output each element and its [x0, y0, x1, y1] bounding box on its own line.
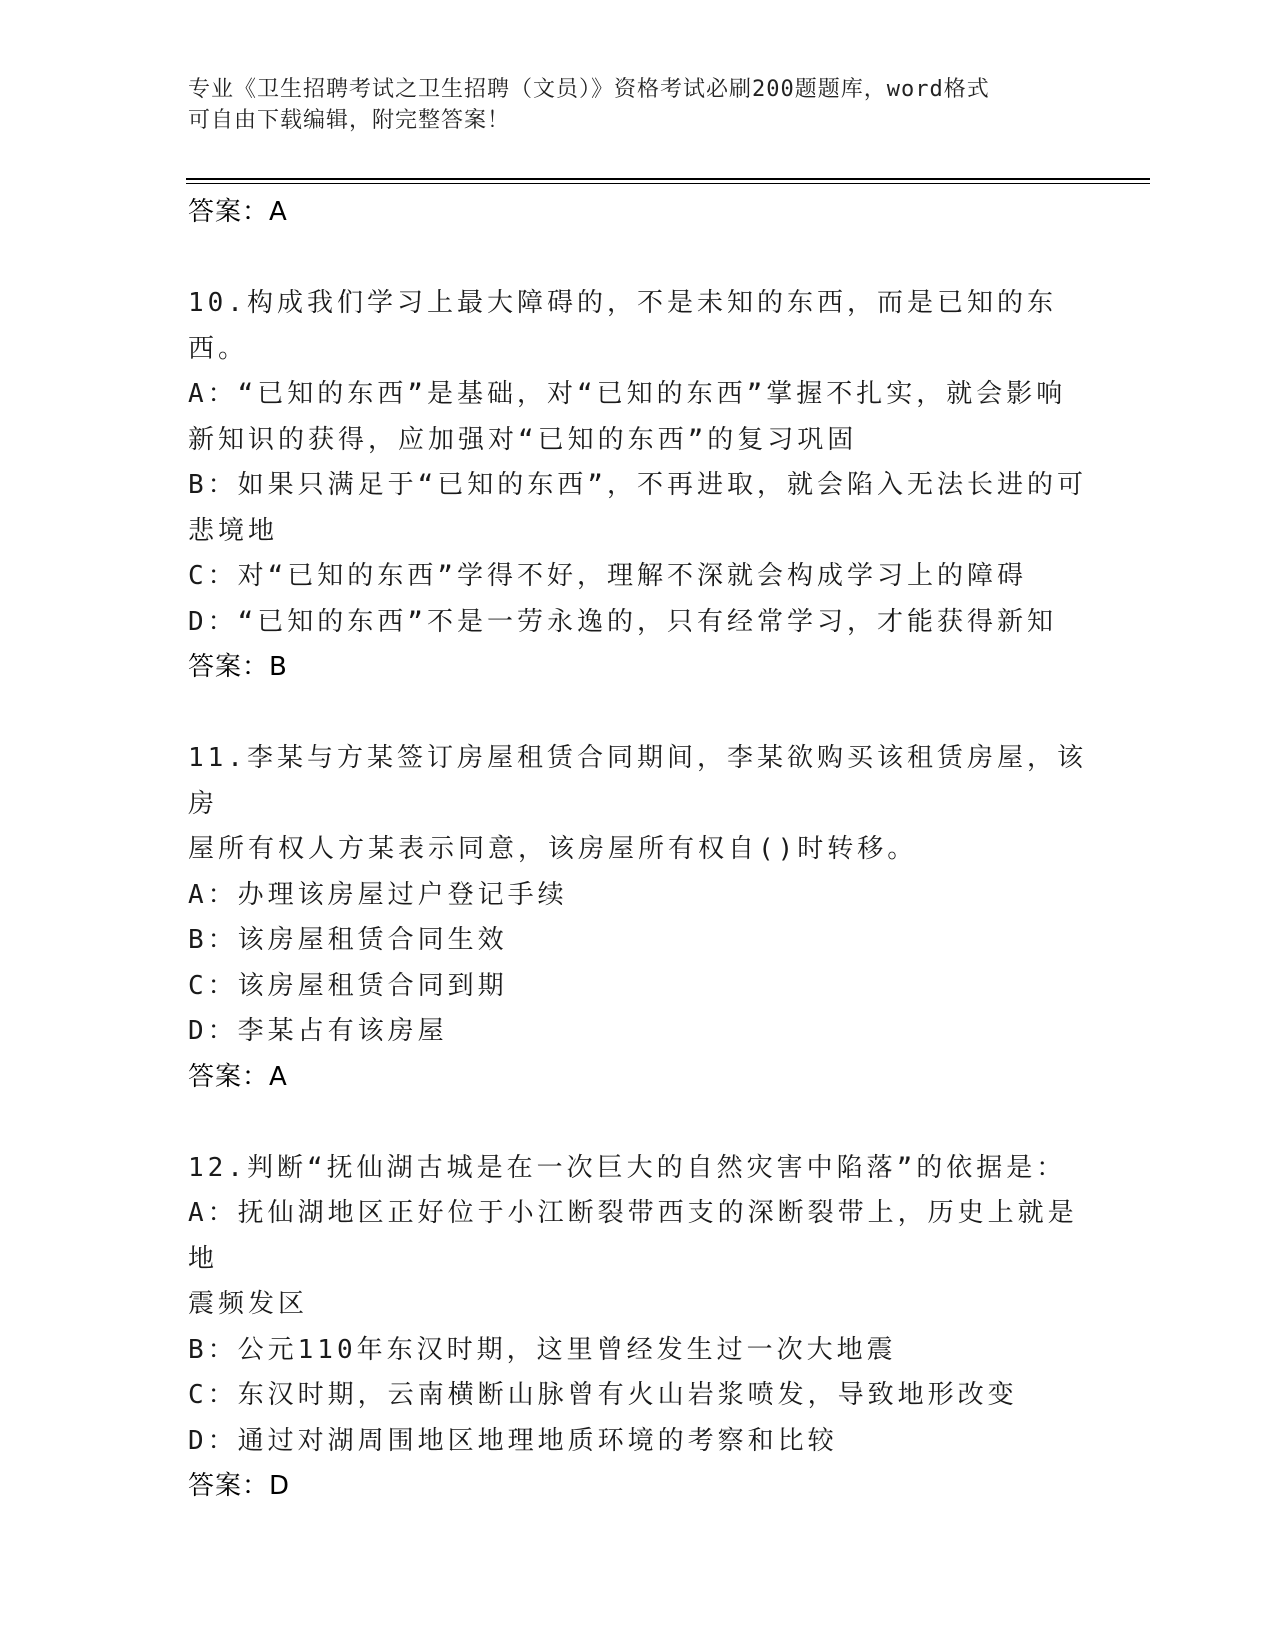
question-stem: 屋所有权人方某表示同意，该房屋所有权自()时转移。	[188, 834, 918, 864]
option-line: B：公元110年东汉时期，这里曾经发生过一次大地震	[188, 1334, 897, 1365]
option-line: 震频发区	[188, 1289, 309, 1319]
spacer	[188, 691, 1088, 737]
answer-label: 答案：D	[188, 1471, 291, 1501]
option-line: 新知识的获得，应加强对“已知的东西”的复习巩固	[188, 424, 858, 455]
option-line: A：办理该房屋过户登记手续	[188, 879, 568, 910]
option-line: D：李某占有该房屋	[188, 1016, 448, 1046]
header-rule-thin	[186, 183, 1150, 184]
option-line: D：通过对湖周围地区地理地质环境的考察和比较	[188, 1425, 838, 1456]
question-stem: 10.构成我们学习上最大障碍的，不是未知的东西，而是已知的东西。	[188, 288, 1057, 364]
option-line: D：“已知的东西”不是一劳永逸的，只有经常学习，才能获得新知	[188, 606, 1057, 637]
spacer	[188, 236, 1088, 282]
option-line: B：如果只满足于“已知的东西”，不再进取，就会陷入无法长进的可	[188, 470, 1087, 500]
header-rule-thick	[186, 178, 1150, 180]
option-line: A：“已知的东西”是基础，对“已知的东西”掌握不扎实，就会影响	[188, 379, 1067, 409]
answer-label: 答案：A	[188, 1061, 288, 1092]
option-line: C：东汉时期，云南横断山脉曾有火山岩浆喷发，导致地形改变	[188, 1380, 1018, 1410]
question-block	[188, 1146, 1088, 1510]
option-line: 悲境地	[188, 515, 279, 546]
spacer	[188, 1100, 1088, 1146]
header-line-2: 可自由下载编辑，附完整答案！	[188, 108, 511, 133]
option-line: C：该房屋租赁合同到期	[188, 970, 508, 1001]
answer-label: 答案：A	[188, 197, 288, 227]
header-line-1: 专业《卫生招聘考试之卫生招聘（文员）》资格考试必刷200题题库，word格式	[188, 77, 990, 102]
question-stem: 11.李某与方某签订房屋租赁合同期间，李某欲购买该租赁房屋，该房	[188, 743, 1087, 819]
document-body	[188, 190, 1088, 1510]
question-block	[188, 281, 1088, 691]
question-block	[188, 736, 1088, 1100]
option-line: A：抚仙湖地区正好位于小江断裂带西支的深断裂带上，历史上就是地	[188, 1198, 1078, 1274]
option-line: B：该房屋租赁合同生效	[188, 925, 508, 955]
document-header	[188, 74, 1068, 136]
answer-label: 答案：B	[188, 652, 288, 682]
question-stem: 12.判断“抚仙湖古城是在一次巨大的自然灾害中陷落”的依据是：	[188, 1152, 1067, 1183]
option-line: C：对“已知的东西”学得不好，理解不深就会构成学习上的障碍	[188, 561, 1027, 591]
